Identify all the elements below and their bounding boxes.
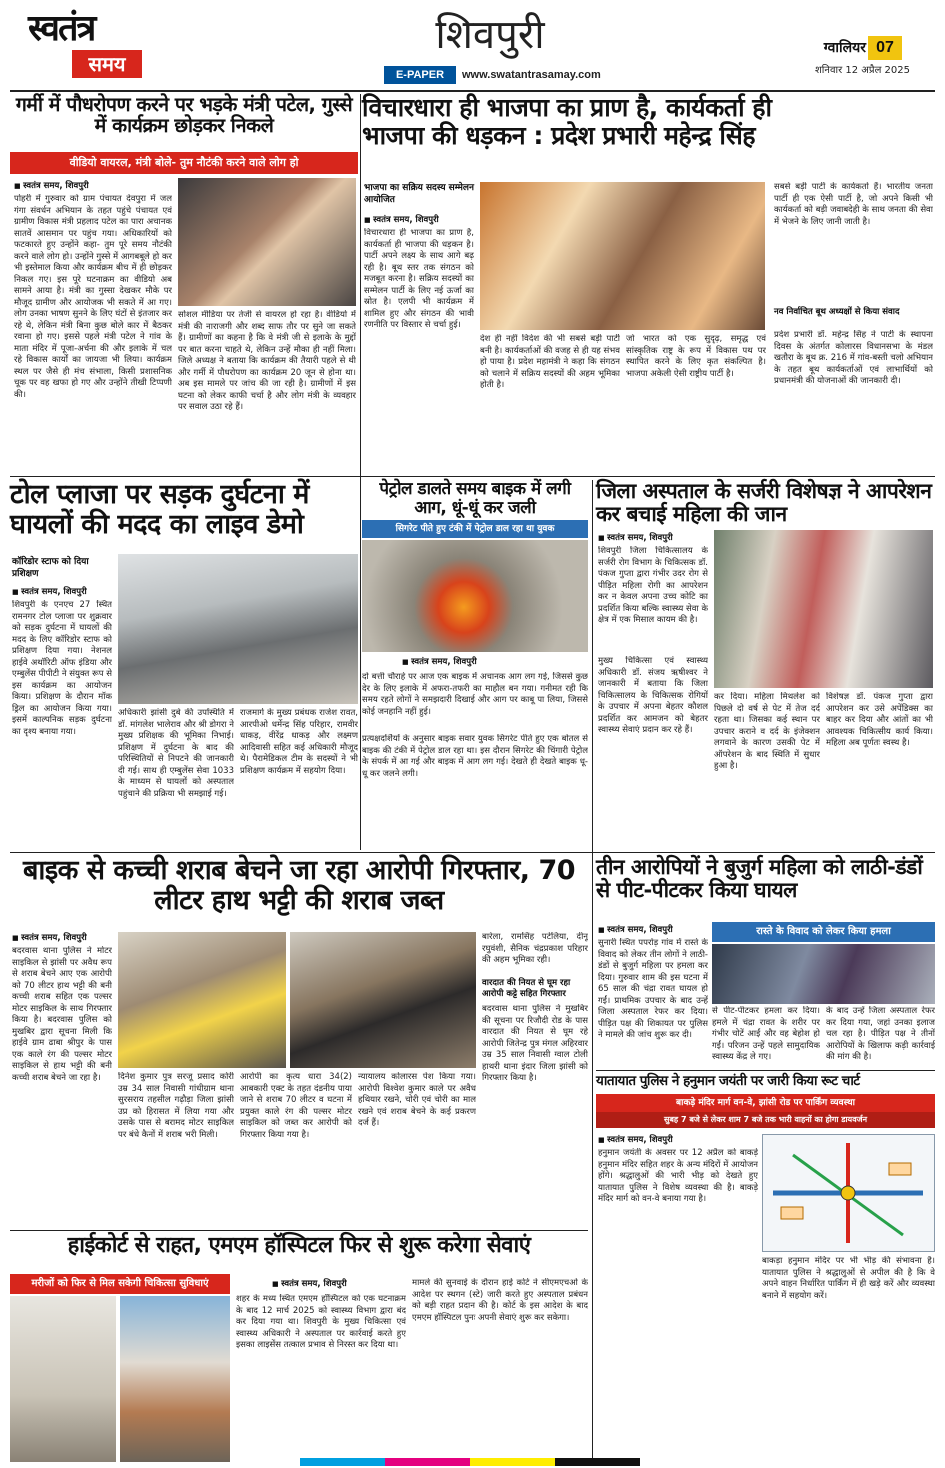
masthead-rule bbox=[10, 90, 935, 92]
story5-headline: जिला अस्पताल के सर्जरी विशेषज्ञ ने आपरेशन कर बचाई महिला की जान bbox=[596, 479, 932, 527]
story4-byline: ■ स्वतंत्र समय, शिवपुरी bbox=[402, 656, 542, 667]
story2-byline: ■ स्वतंत्र समय, शिवपुरी bbox=[364, 214, 484, 225]
story1-byline: ■ स्वतंत्र समय, शिवपुरी bbox=[14, 180, 164, 191]
story1-body: पोहरी में गुरुवार को ग्राम पंचायत देवपुरा में जल गंगा संवर्धन अभियान के तहत पहुंचे पंचायत एवं ग्रामीण विकास मंत्री प्रहलाद पटेल का पारा अचानक सातवें आसमान पर पहुंच गया। अधिकारियों को फटकारते हुए उन्होंने कहा- तुम पूरे समय नौटंकी करने वाले लोग हो। उन्होंने गुस्से में आगबबूले हो कर भी इस्तेमाल किया और कार्यक्रम बीच में ही छोड़कर निकल गए। इस पूरे घटनाक्रम का वीडियो अब सामने आया है। मंत्री का गुस्सा देखकर मौके पर मौजूद ग्रामीण और आयोजक भी सकते में आ गए। लोग उनका भाषण सुनने के लिए घंटों से इंतजार कर रहे थे, लेकिन मंत्री बिना कुछ बोले कार में बैठकर रवाना हो गए। इससे पहले मंत्री पटेल ने गांव के माता मंदिर में पूजा-अर्चना की और इलाके में चल रहे विकास कार्यों का जायजा भी लिया। कार्यक्रम स्थल पर जैसे ही मंच संभाला, किसी प्रशासनिक चूक पर वह खफा हो गए और उन्होंने तीखी टिप्पणी की। bbox=[14, 194, 172, 400]
story8-route-map bbox=[762, 1134, 935, 1252]
story9-photo1 bbox=[10, 1296, 116, 1462]
story7-body: सुनारी स्थित पपर्राड़ गांव में रास्ते के विवाद को लेकर तीन लोगों ने लाठी-डंडों से बुजुर्ग महिला पर हमला कर दिया। गुरुवार शाम की इस घटना में 65 साल की चंद्रा रावत घायल हो गईं। प्राथमिक उपचार के बाद उन्हें जिला अस्पताल रेफर कर दिया। पीड़ित पक्ष की शिकायत पर पुलिस ने मामले की जांच शुरू कर दी। bbox=[598, 938, 708, 1040]
story-elderly-assault bbox=[596, 856, 935, 1068]
story4-banner: सिगरेट पीते हुए टंकी में पेट्रोल डाल रहा था युवक bbox=[362, 520, 588, 538]
issue-date: शनिवार 12 अप्रैल 2025 bbox=[815, 65, 910, 76]
story5-body: शिवपुरी जिला चिकित्सालय के सर्जरी रोग विभाग के चिकित्सक डॉ. पंकज गुप्ता द्वारा गंभीर उदर रोग से पीड़ित महिला रोगी का आपरेशन कर न केवल अपना उच्च कोटि का प्रदर्शित किया बल्कि स्वास्थ्य सेवा के क्षेत्र में एक मिसाल कायम की है। bbox=[598, 546, 708, 625]
story-mm-hospital bbox=[10, 1234, 588, 1466]
story5-body3: कर दिया। महिला मिथलेश को पिछले दो वर्ष से पेट में तेज दर्द रहता था। जिसका कई स्थान पर उपचार कराने व दर्द के इंजेक्शन लगवाने के कारण उसकी पेट में ऑपरेशन के बाद स्थिति में सुधार हुआ है। bbox=[714, 692, 820, 771]
story6-body: बदरवास थाना पुलिस ने मोटर साइकिल से झांसी पर अवैध रूप से शराब बेचने आए एक आरोपी को 70 लीटर हाथ भट्टी की बनी कच्ची शराब सहित एक पल्सर मोटर साइकिल के साथ गिरफ्तार किया है। बदरवास पुलिस को मुखबिर द्वारा सूचना मिली कि हाईवे ग्राम ढाबा श्रीपुर के पास एक काले रंग की पल्सर मोटर साइकिल से हाथ भट्टी की बनी कच्ची शराब बेचने जा रहा है। bbox=[12, 946, 112, 1083]
masthead bbox=[0, 0, 945, 92]
story6-byline: ■ स्वतंत्र समय, शिवपुरी bbox=[12, 932, 122, 943]
story6-body4: न्यायालय कोलारस पेश किया गया। आरोपी विश्वेश कुमार काले पर अवैध हथियार रखने, चोरी एवं चोरी का माल रखने एवं शराब बेचने के कई प्रकरण दर्ज हैं। bbox=[358, 1072, 476, 1128]
story8-headline: यातायात पुलिस ने हनुमान जयंती पर जारी किया रूट चार्ट bbox=[596, 1073, 860, 1089]
story3-photo bbox=[118, 554, 358, 704]
story8-byline: ■ स्वतंत्र समय, शिवपुरी bbox=[598, 1134, 708, 1145]
story-traffic-route bbox=[596, 1070, 935, 1466]
story4-headline: पेट्रोल डालते समय बाइक में लगी आग, धूं-धूं कर जली bbox=[379, 479, 571, 518]
story7-body2: से पीट-पीटकर हमला कर दिया। हमले में चंद्रा रावत के शरीर पर गंभीर चोटें आईं और वह बेहोश हो गईं। परिजन उन्हें पहले सामुदायिक स्वास्थ्य केंद्र ले गए। bbox=[712, 1006, 820, 1062]
logo-bottom-text: समय bbox=[72, 50, 142, 78]
story2-body2: देश ही नहीं विदेश की भी सबसे बड़ी पार्टी बनी है। कार्यकर्ताओं की वजह से ही यह संभव हो पाया है। प्रदेश महामंत्री ने कहा कि संगठन को चलाने में सक्रिय सदस्यों की अहम भूमिका होती है। bbox=[480, 334, 620, 390]
edition-name: ग्वालियर bbox=[823, 40, 866, 56]
website-link[interactable]: www.swatantrasamay.com bbox=[462, 69, 601, 81]
story6-photo1 bbox=[118, 932, 286, 1068]
story-minister-patel bbox=[10, 94, 358, 474]
story-bjp-conference bbox=[362, 94, 935, 474]
story3-subhead: कॉरिडोर स्टाफ को दिया प्रशिक्षण bbox=[12, 557, 89, 579]
story2-body4: सबसे बड़ी पार्टी के कार्यकर्ता हैं। भारतीय जनता पार्टी ही एक ऐसी पार्टी है, जो अपने किसी भी कार्यकर्ता को बड़ी जवाबदेही के साथ जनता की सेवा में भेजने के लिए जानी जाती है। bbox=[774, 182, 933, 227]
story2-subhead: भाजपा का सक्रिय सदस्य सम्मेलन आयोजित bbox=[364, 183, 474, 205]
story7-photo bbox=[712, 944, 935, 1004]
story2-body: विचारधारा ही भाजपा का प्राण है, कार्यकर्ता ही भाजपा की धड़कन है। पार्टी अपने लक्ष्य के साथ आगे बढ़ रही है। बूथ स्तर तक संगठन को मजबूत करना है। सक्रिय सदस्यों का सम्मेलन पार्टी के लिए नई ऊर्जा का स्रोत है। एलपी भी कार्यक्रम में शामिल हुए और संगठन की भावी रणनीति पर विस्तार से चर्चा हुई। bbox=[364, 228, 474, 330]
story4-body2: प्रत्यक्षदर्शियों के अनुसार बाइक सवार युवक सिगरेट पीते हुए एक बोतल से बाइक की टंकी में पेट्रोल डाल रहा था। इस दौरान सिगरेट की चिंगारी पेट्रोल के संपर्क में आ गई और बाइक में आग लग गई। देखते ही देखते बाइक धू-धू कर जलने लगी। bbox=[362, 734, 588, 779]
story4-photo bbox=[362, 540, 588, 652]
story6-body5: बारेला, रामसिंह पटेलिया, दीनू रघुवंशी, सैनिक चंद्रप्रकाश परिहार की अहम भूमिका रही। bbox=[482, 932, 588, 965]
story7-body3: के बाद उन्हें जिला अस्पताल रेफर कर दिया गया, जहां उनका इलाज चल रहा है। पीड़ित पक्ष ने तीनों आरोपियों के खिलाफ कड़ी कार्रवाई की मांग की है। bbox=[826, 1006, 935, 1062]
story7-banner: रास्ते के विवाद को लेकर किया हमला bbox=[712, 922, 935, 942]
story8-top-rule bbox=[596, 1070, 935, 1071]
col-rule-right-mid bbox=[592, 480, 593, 1466]
story9-headline: हाईकोर्ट से राहत, एमएम हॉस्पिटल फिर से शुरू करेगा सेवाएं bbox=[67, 1233, 531, 1258]
story2-headline: विचारधारा ही भाजपा का प्राण है, कार्यकर्ता ही भाजपा की धड़कन : प्रदेश प्रभारी महेन्द्र सिंह bbox=[362, 93, 772, 150]
story9-body: शहर के मध्य स्थित एमएम हॉस्पिटल को एक घटनाक्रम के बाद 12 मार्च 2025 को स्वास्थ्य विभाग द्वारा बंद कर दिया गया था। शिवपुरी के मुख्य चिकित्सा एवं स्वास्थ्य अधिकारी ने अस्पताल पर कार्रवाई करते हुए इसका लाइसेंस तत्काल प्रभाव से निरस्त कर दिया था। bbox=[236, 1294, 406, 1350]
story2-photo bbox=[480, 182, 765, 330]
story4-body: दो बत्ती चौराहे पर आज एक बाइक में अचानक आग लग गई, जिससे कुछ देर के लिए इलाके में अफरा-तफरी का माहौल बन गया। गनीमत रही कि समय रहते लोगों ने समझदारी दिखाई और आग पर काबू पा लिया, जिससे कोई जनहानि नहीं हुई। bbox=[362, 672, 588, 717]
story9-body2: मामले की सुनवाई के दौरान हाई कोर्ट ने सीएमएचओ के आदेश पर स्थगन (स्टे) जारी करते हुए अस्पताल प्रबंधन को बड़ी राहत प्रदान की है। कोर्ट के इस आदेश के बाद एमएम हॉस्पिटल पुनः अपनी सेवाएं शुरू कर सकेगा। bbox=[412, 1278, 588, 1323]
story8-body2: बाकड़ा हनुमान मंदिर पर भी भीड़ की संभावना है। यातायात पुलिस ने श्रद्धालुओं से अपील की है कि वे अपने वाहन निर्धारित पार्किंग में ही खड़े करें और व्यवस्था बनाने में सहयोग करें। bbox=[762, 1256, 935, 1301]
story-toll-plaza-demo bbox=[10, 480, 358, 850]
col-rule-left-top bbox=[360, 94, 361, 850]
story6-photo2 bbox=[290, 932, 476, 1068]
story8-banner-line2: सुबह 7 बजे से लेकर शाम 7 बजे तक भारी वाहनों का होगा डायवर्जन bbox=[596, 1112, 935, 1128]
story2-body5: प्रदेश प्रभारी डॉ. महेन्द्र सिंह ने पार्टी के स्थापना दिवस के अंतर्गत कोलारस विधानसभा के मंडल खतौरा के बूथ क्र. 216 में गांव-बस्ती चलो अभियान के तहत बूथ कार्यकर्ताओं एवं लाभार्थियों को प्रधानमंत्री की योजनाओं की जानकारी दी। bbox=[774, 330, 933, 386]
story8-banner-line1: बाकड़े मंदिर मार्ग वन-वे, झांसी रोड पर पार्किंग व्यवस्था bbox=[596, 1094, 935, 1112]
story5-byline: ■ स्वतंत्र समय, शिवपुरी bbox=[598, 532, 708, 543]
story3-headline: टोल प्लाजा पर सड़क दुर्घटना में घायलों की मदद का लाइव डेमो bbox=[10, 479, 309, 540]
story3-body2: अधिकारी झांसी दुबे की उपस्थिति में डॉ. मांगलेश भालेराव और श्री डोगरा ने मुख्य प्रशिक्षक की भूमिका निभाई। प्रशिक्षण में दुर्घटना के बाद की परिस्थितियों से निपटने की जानकारी दी गई। साथ ही एम्बुलेंस सेवा 1033 के माध्यम से घायलों को अस्पताल पहुंचाने की प्रक्रिया भी समझाई गई। bbox=[118, 708, 234, 799]
row-divider-3 bbox=[10, 1230, 588, 1231]
story7-headline: तीन आरोपियों ने बुजुर्ग महिला को लाठी-डंडों से पीट-पीटकर किया घायल bbox=[596, 855, 923, 903]
story6-body2: दिनेश कुमार पुत्र सरजू प्रसाद कोरी उम्र 34 साल निवासी गांधीग्राम थाना सुरसराय तहसील गढ़ौड़ा जिला झांसी उप्र को हिरासत में लिया गया और उसके पास से बरामद मोटर साइकिल पर बंधे कैनों में शराब भरी मिली। bbox=[118, 1072, 234, 1140]
page-number: 07 bbox=[868, 36, 902, 60]
story5-body2: मुख्य चिकित्सा एवं स्वास्थ्य अधिकारी डॉ. संजय ऋषीश्वर ने जानकारी में बताया कि जिला चिकित्सालय के चिकित्सक रोगियों के उपचार में अपना बेहतर कौशल प्रदर्शित कर आमजन को बेहतर स्वास्थ्य सेवाएं प्रदान कर रहे हैं। bbox=[598, 656, 708, 735]
story3-body: शिवपुरी के एनएच 27 स्थित रामनगर टोल प्लाजा पर शुक्रवार को सड़क दुर्घटना में घायलों की मदद के लिए कॉरिडोर स्टाफ को प्रशिक्षण दिया गया। नेशनल हाईवे अथॉरिटी ऑफ इंडिया और एम्बुलेंस पीपीटी ने संयुक्त रूप से इस कार्यक्रम का आयोजन किया। प्रशिक्षण के दौरान मॉक ड्रिल का आयोजन किया गया। इसमें काल्पनिक सड़क दुर्घटना का दृश्य बनाया गया। bbox=[12, 600, 112, 737]
story8-body: हनुमान जयंती के अवसर पर 12 अप्रैल को बाकड़े हनुमान मंदिर सहित शहर के अन्य मंदिरों में आयोजन होंगे। श्रद्धालुओं की भारी भीड़ को देखते हुए यातायात पुलिस ने विशेष व्यवस्था की है। बाकड़े मंदिर मार्ग को वन-वे बनाया गया है। bbox=[598, 1148, 758, 1204]
story-bike-fire bbox=[362, 480, 588, 850]
story1-headline: गर्मी में पौधरोपण करने पर भड़के मंत्री पटेल, गुस्से में कार्यक्रम छोड़कर निकले bbox=[15, 93, 353, 138]
story9-byline: ■ स्वतंत्र समय, शिवपुरी bbox=[272, 1278, 392, 1289]
story2-subhead2: नव निर्वाचित बूथ अध्यक्षों से किया संवाद bbox=[774, 307, 900, 317]
city-name: शिवपुरी bbox=[435, 12, 545, 58]
story2-body3: जो भारत को एक सुदृढ़, समृद्ध एवं सांस्कृतिक राष्ट्र के रूप में विकास पथ पर स्थापित करने के लिए कृत संकल्पित है। भाजपा अकेली ऐसी राष्ट्रीय पार्टी है। bbox=[626, 334, 766, 379]
story-hospital-surgery bbox=[596, 480, 935, 850]
story9-banner: मरीजों को फिर से मिल सकेगी चिकित्सा सुविधाएं bbox=[10, 1274, 230, 1294]
story-liquor-arrest bbox=[10, 856, 588, 1228]
story1-banner: वीडियो वायरल, मंत्री बोले- तुम नौटंकी करने वाले लोग हो bbox=[10, 152, 358, 174]
story6-headline: बाइक से कच्ची शराब बेचने जा रहा आरोपी गिरफ्तार, 70 लीटर हाथ भट्टी की शराब जब्त bbox=[22, 855, 576, 916]
row-divider-1 bbox=[10, 476, 935, 477]
story3-byline: ■ स्वतंत्र समय, शिवपुरी bbox=[12, 586, 122, 597]
story1-photo bbox=[178, 178, 356, 306]
story1-body2: सोशल मीडिया पर तेजी से वायरल हो रहा है। वीडियो में मंत्री की नाराजगी और शब्द साफ तौर पर सुने जा सकते हैं। ग्रामीणों का कहना है कि वे मंत्री जी से इलाके के मुद्दों पर बात करना चाहते थे, लेकिन उन्हें मौका ही नहीं मिला। जिले अध्यक्ष ने बताया कि कार्यक्रम की तैयारी पहले से थी और गर्मी में पौधरोपण का कार्यक्रम 20 जून से होना था। अब इस मामले पर जांच की जा रही है। ग्रामीणों में इस घटना को लेकर काफी चर्चा है और लोग मंत्री के व्यवहार पर सवाल उठा रहे हैं। bbox=[178, 310, 356, 412]
row-divider-2 bbox=[10, 852, 935, 853]
story6-subhead: वारदात की नियत से घूम रहा आरोपी कट्टे सहित गिरफ्तार bbox=[482, 978, 571, 999]
route-map-graphic bbox=[763, 1135, 934, 1251]
story5-body4: विशेषज्ञ डॉ. पंकज गुप्ता द्वारा आपरेशन कर उसे अपेंडिक्स का बाहर कर दिया और आंतों का भी आवश्यक चिकित्सीय कार्य किया। महिला अब पूर्णतः स्वस्थ है। bbox=[826, 692, 933, 748]
logo-top-text: स्वतंत्र bbox=[28, 7, 95, 49]
story7-byline: ■ स्वतंत्र समय, शिवपुरी bbox=[598, 924, 708, 935]
epaper-label: E-PAPER bbox=[384, 66, 456, 84]
story5-photo bbox=[714, 530, 933, 688]
story6-body3: आरोपी का कृत्य धारा 34(2) आबकारी एक्ट के तहत दंडनीय पाया जाने से शराब 70 लीटर व घटना में प्रयुक्त काले रंग की पल्सर मोटर साइकिल को जब्त कर आरोपी को गिरफ्तार किया गया है। bbox=[240, 1072, 352, 1140]
story6-body6: बदरवास थाना पुलिस ने मुखबिर की सूचना पर रिजौदी रोड के पास वारदात की नियत से घूम रहे आरोपी जितेन्द्र पुत्र मंगल अहिरवार उम्र 35 साल निवासी ग्वाल टोली हाथरी थाना इंदार जिला झांसी को गिरफ्तार किया है। bbox=[482, 1004, 588, 1083]
story9-photo2 bbox=[120, 1296, 230, 1462]
logo bbox=[28, 8, 146, 86]
story3-body3: राजमार्ग के मुख्य प्रबंधक राजेश रावत, आरपीओ धर्मेन्द्र सिंह परिहार, रामवीर धाकड़, वीरेंद्र धाकड़ और लक्ष्मण आदिवासी सहित कई अधिकारी मौजूद थे। पैरामेडिकल टीम के सदस्यों ने भी प्रशिक्षण कार्यक्रम में सहयोग दिया। bbox=[240, 708, 358, 776]
print-color-bar bbox=[300, 1458, 640, 1466]
